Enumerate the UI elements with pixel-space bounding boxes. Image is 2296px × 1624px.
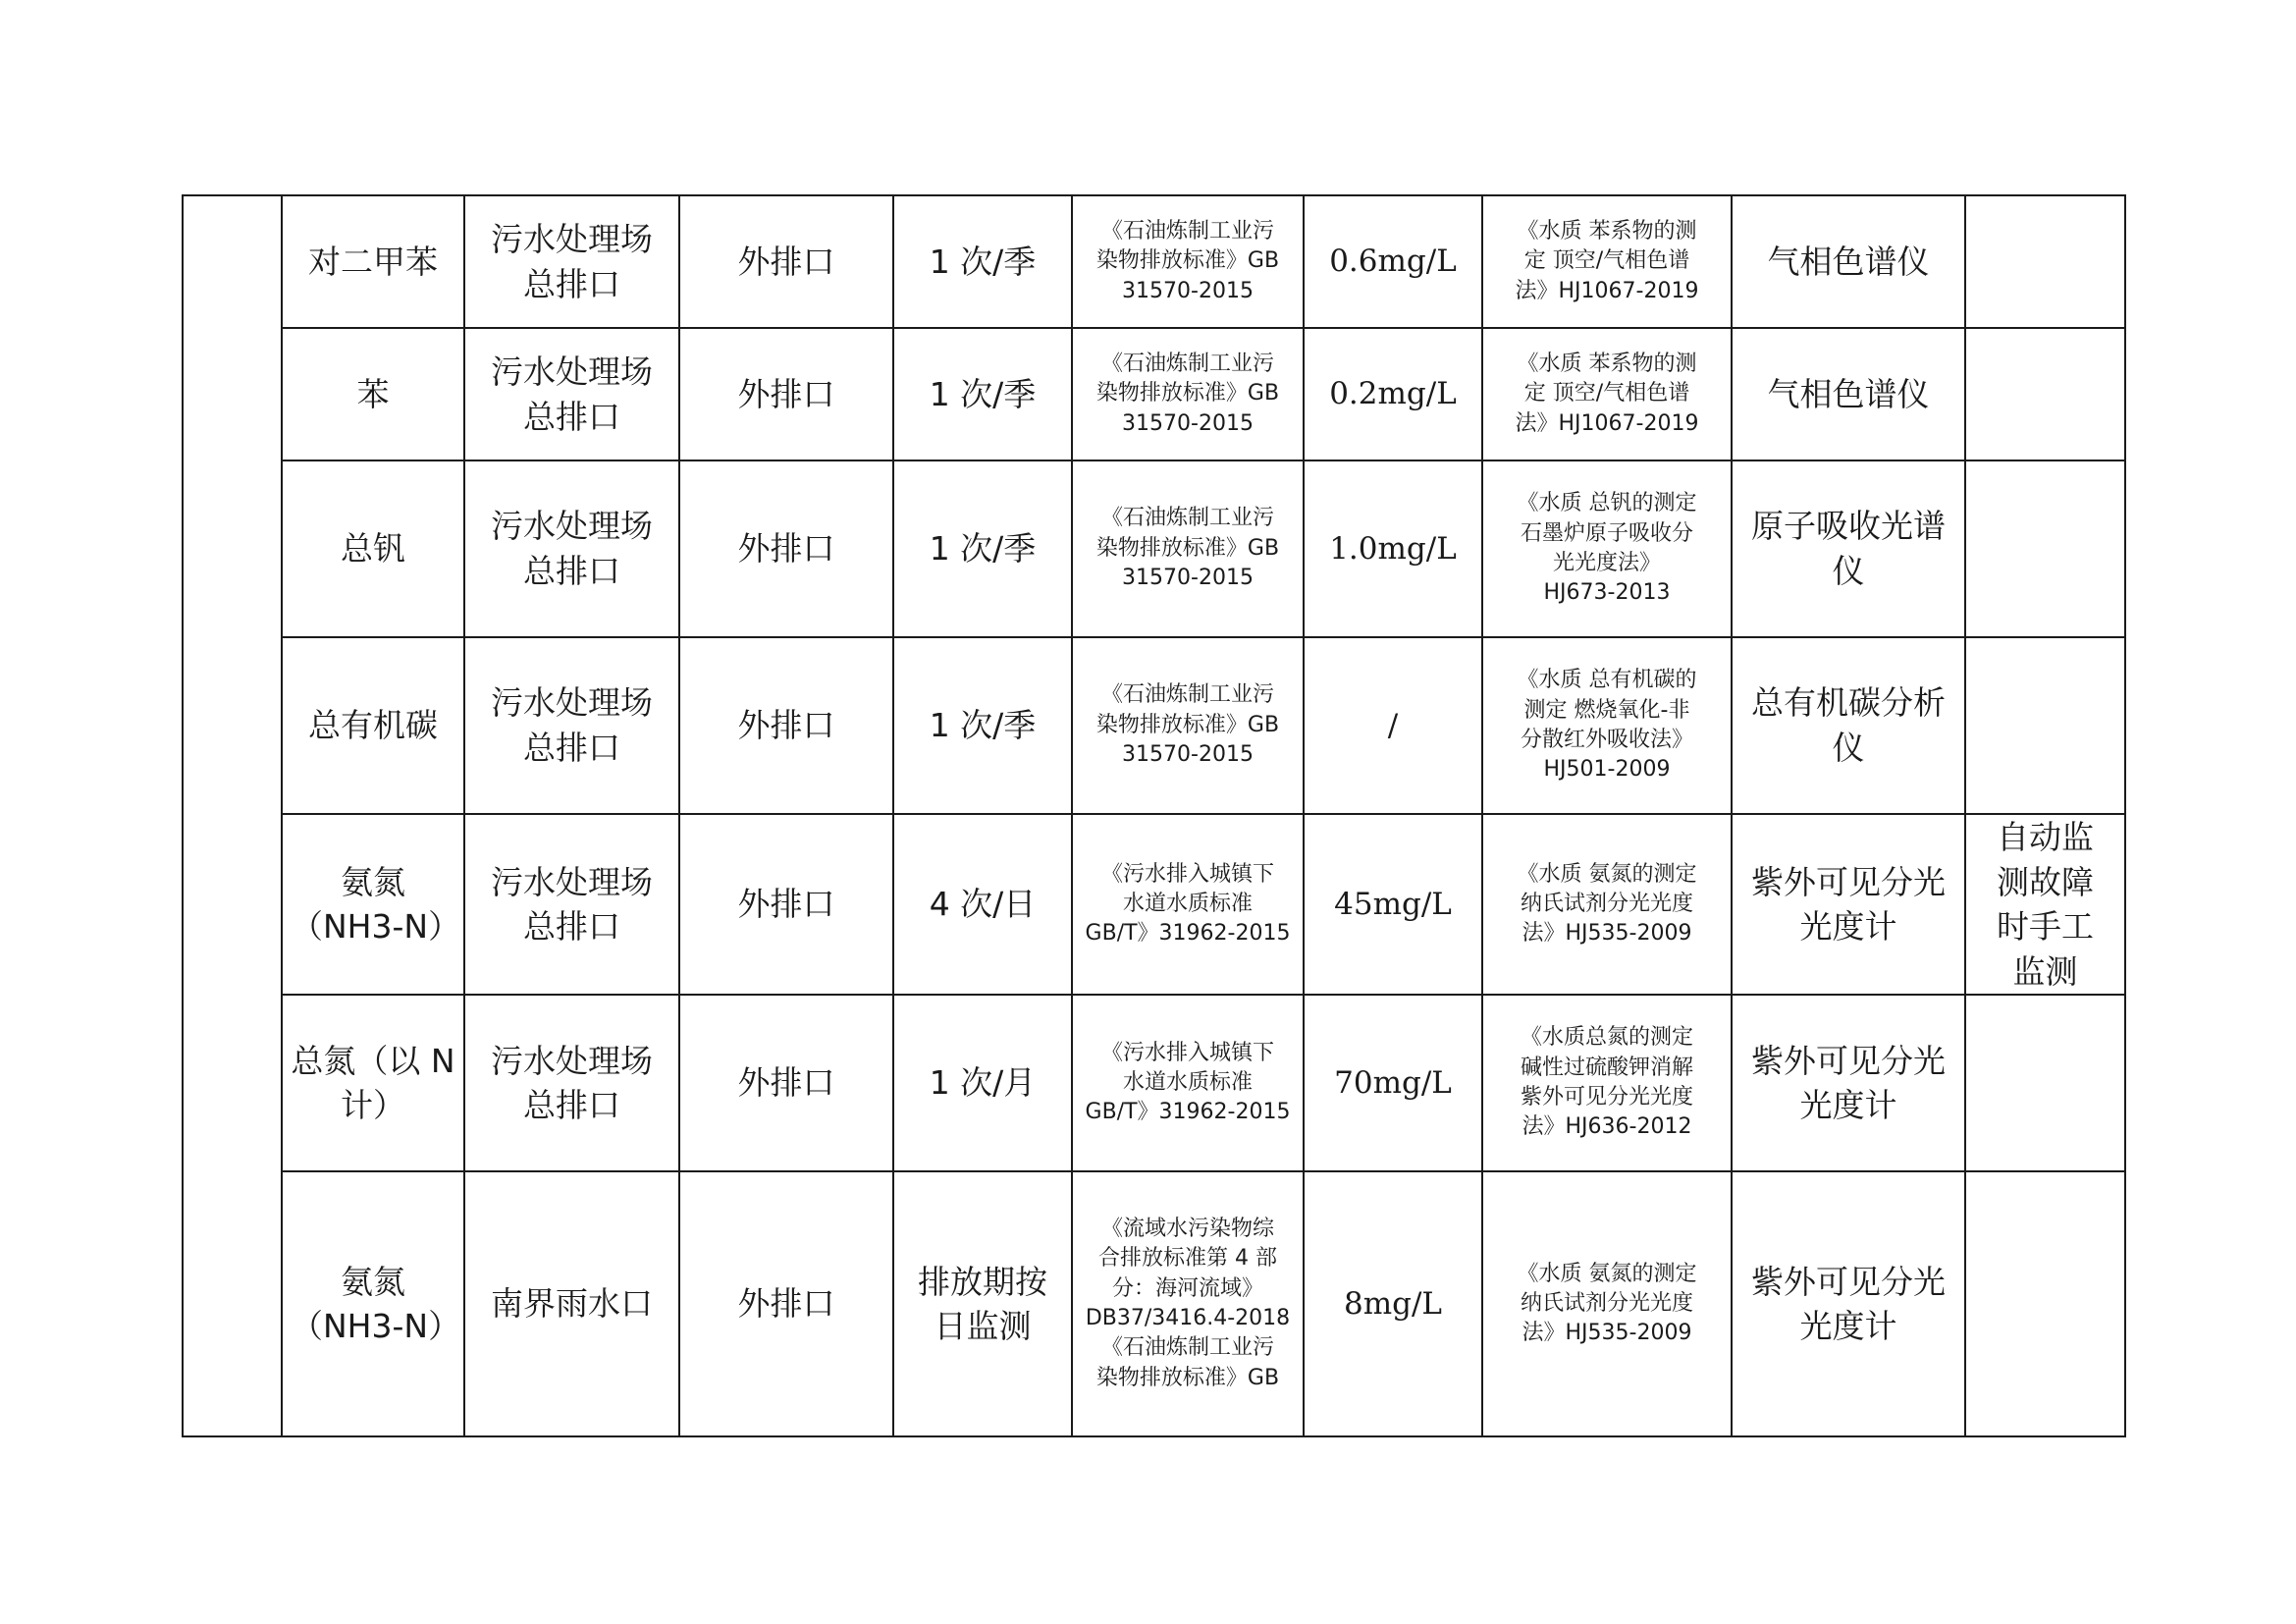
remark-cell	[1965, 1171, 2125, 1436]
outlet-cell: 外排口	[679, 814, 893, 995]
method-cell: 《水质总氮的测定 碱性过硫酸钾消解 紫外可见分光光度 法》HJ636-2012	[1482, 995, 1732, 1171]
location-cell: 南界雨水口	[464, 1171, 679, 1436]
outlet-cell: 外排口	[679, 1171, 893, 1436]
table-row	[183, 814, 2125, 995]
pollutant-cell: 总氮（以 N 计）	[282, 995, 464, 1171]
pollutant-cell: 氨氮 （NH3-N）	[282, 814, 464, 995]
location-cell: 污水处理场 总排口	[464, 995, 679, 1171]
frequency-cell: 1 次/季	[893, 460, 1072, 637]
standard-cell: 《石油炼制工业污 染物排放标准》GB 31570-2015	[1072, 328, 1304, 460]
outlet-cell: 外排口	[679, 328, 893, 460]
table-row	[183, 995, 2125, 1171]
outlet-cell: 外排口	[679, 460, 893, 637]
pollutant-cell: 苯	[282, 328, 464, 460]
pollutant-cell: 对二甲苯	[282, 195, 464, 328]
instrument-cell: 气相色谱仪	[1732, 328, 1965, 460]
limit-cell: 70mg/L	[1304, 995, 1482, 1171]
method-cell: 《水质 氨氮的测定 纳氏试剂分光光度 法》HJ535-2009	[1482, 1171, 1732, 1436]
limit-cell: 45mg/L	[1304, 814, 1482, 995]
remark-cell	[1965, 637, 2125, 814]
instrument-cell: 原子吸收光谱 仪	[1732, 460, 1965, 637]
location-cell: 污水处理场 总排口	[464, 328, 679, 460]
outlet-cell: 外排口	[679, 995, 893, 1171]
table-row	[183, 460, 2125, 637]
location-cell: 污水处理场 总排口	[464, 460, 679, 637]
outlet-cell: 外排口	[679, 637, 893, 814]
limit-cell: 0.2mg/L	[1304, 328, 1482, 460]
location-cell: 污水处理场 总排口	[464, 814, 679, 995]
method-cell: 《水质 苯系物的测 定 顶空/气相色谱 法》HJ1067-2019	[1482, 328, 1732, 460]
remark-cell	[1965, 460, 2125, 637]
instrument-cell: 总有机碳分析 仪	[1732, 637, 1965, 814]
limit-cell: 0.6mg/L	[1304, 195, 1482, 328]
pollutant-cell: 总有机碳	[282, 637, 464, 814]
standard-cell: 《流域水污染物综 合排放标准第 4 部 分：海河流域》 DB37/3416.4-2018 《石油炼制工业污 染物排放标准》GB	[1072, 1171, 1304, 1436]
remark-cell	[1965, 995, 2125, 1171]
outlet-cell: 外排口	[679, 195, 893, 328]
pollutant-cell: 氨氮 （NH3-N）	[282, 1171, 464, 1436]
instrument-cell: 紫外可见分光 光度计	[1732, 814, 1965, 995]
remark-cell	[1965, 195, 2125, 328]
frequency-cell: 1 次/月	[893, 995, 1072, 1171]
method-cell: 《水质 氨氮的测定 纳氏试剂分光光度 法》HJ535-2009	[1482, 814, 1732, 995]
frequency-cell: 1 次/季	[893, 328, 1072, 460]
standard-cell: 《石油炼制工业污 染物排放标准》GB 31570-2015	[1072, 637, 1304, 814]
instrument-cell: 紫外可见分光 光度计	[1732, 1171, 1965, 1436]
remark-cell	[1965, 328, 2125, 460]
instrument-cell: 气相色谱仪	[1732, 195, 1965, 328]
category-cell	[183, 195, 282, 1436]
method-cell: 《水质 总钒的测定 石墨炉原子吸收分 光光度法》 HJ673-2013	[1482, 460, 1732, 637]
frequency-cell: 1 次/季	[893, 637, 1072, 814]
standard-cell: 《石油炼制工业污 染物排放标准》GB 31570-2015	[1072, 460, 1304, 637]
monitoring-table	[182, 194, 2126, 1437]
standard-cell: 《污水排入城镇下 水道水质标准 GB/T》31962-2015	[1072, 995, 1304, 1171]
table-row	[183, 637, 2125, 814]
limit-cell: 8mg/L	[1304, 1171, 1482, 1436]
frequency-cell: 1 次/季	[893, 195, 1072, 328]
pollutant-cell: 总钒	[282, 460, 464, 637]
table-row	[183, 328, 2125, 460]
frequency-cell: 4 次/日	[893, 814, 1072, 995]
instrument-cell: 紫外可见分光 光度计	[1732, 995, 1965, 1171]
frequency-cell: 排放期按 日监测	[893, 1171, 1072, 1436]
method-cell: 《水质 苯系物的测 定 顶空/气相色谱 法》HJ1067-2019	[1482, 195, 1732, 328]
location-cell: 污水处理场 总排口	[464, 637, 679, 814]
limit-cell: 1.0mg/L	[1304, 460, 1482, 637]
remark-cell: 自动监 测故障 时手工 监测	[1965, 814, 2125, 995]
standard-cell: 《污水排入城镇下 水道水质标准 GB/T》31962-2015	[1072, 814, 1304, 995]
method-cell: 《水质 总有机碳的 测定 燃烧氧化-非 分散红外吸收法》 HJ501-2009	[1482, 637, 1732, 814]
table-row	[183, 195, 2125, 328]
location-cell: 污水处理场 总排口	[464, 195, 679, 328]
limit-cell: /	[1304, 637, 1482, 814]
table-row	[183, 1171, 2125, 1436]
standard-cell: 《石油炼制工业污 染物排放标准》GB 31570-2015	[1072, 195, 1304, 328]
